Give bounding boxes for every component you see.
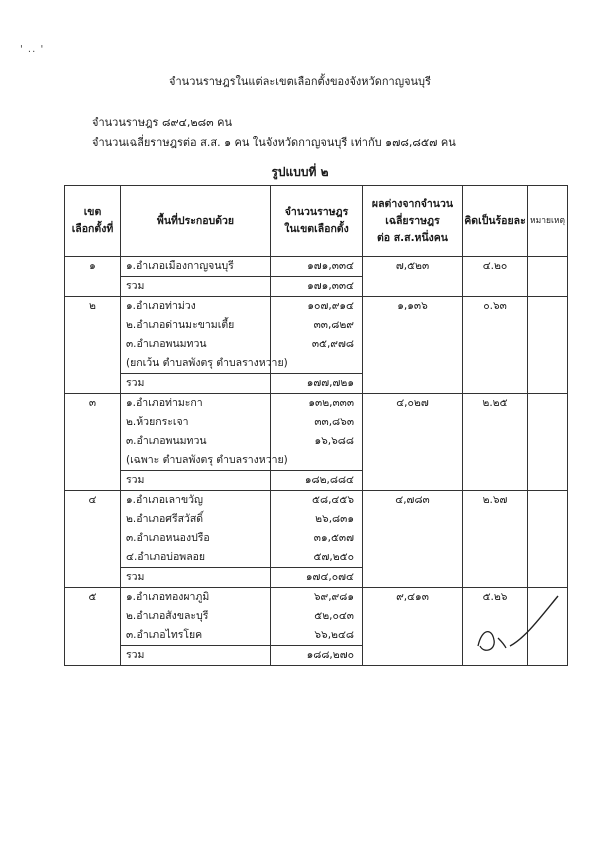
note-cell [528,491,568,588]
population-value: ๓๓,๘๖๓ [314,416,354,428]
table-row [65,297,568,394]
population-cell [271,297,363,394]
area-item: ๒.อำเภอด่านมะขามเตี้ย [126,319,235,331]
percent-cell [463,297,528,394]
area-cell [121,257,271,297]
header-population: จำนวนราษฎร ในเขตเลือกตั้ง [271,186,363,257]
area-item: ๓.อำเภอพนมทวน [126,435,207,447]
difference-value: ๗,๕๒๓ [395,260,430,272]
note-value [528,394,567,413]
average-line: จำนวนเฉลี่ยราษฎรต่อ ส.ส. ๑ คน ในจังหวัดกาญจนบุรี เท่ากับ ๑๗๘,๘๕๗ คน [92,136,456,149]
area-total-label: รวม [121,567,270,587]
population-cell [271,257,363,297]
district-number: ๑ [89,260,96,272]
percent-value: ๐.๖๓ [483,300,507,312]
area-total-label: รวม [121,373,270,393]
area-item: ๑.อำเภอเลาขวัญ [126,494,203,506]
difference-cell [363,297,463,394]
population-value: ๕๗,๒๕๐ [313,551,354,563]
difference-cell [363,588,463,666]
difference-value: ๔,๐๒๗ [396,397,429,409]
population-cell [271,588,363,666]
population-value: ๑๗๑,๓๓๔ [307,260,354,272]
page-title: จำนวนราษฎรในแต่ละเขตเลือกตั้งของจังหวัดกาญจนบุรี [169,75,431,88]
area-cell [121,588,271,666]
area-item: ๓.อำเภอไทรโยค [126,629,203,641]
header-difference: ผลต่างจากจำนวน เฉลี่ยราษฎร ต่อ ส.ส.หนึ่งคน [363,186,463,257]
population-value: ๑๐๗,๙๑๔ [307,300,354,312]
difference-cell [363,491,463,588]
population-value: ๖๙,๙๘๑ [313,591,354,603]
district-cell [65,394,121,491]
note-value [528,491,567,510]
percent-cell [463,491,528,588]
population-total: ๑๗๔,๐๗๔ [271,567,362,587]
district-number: ๓ [88,397,97,409]
area-cell [121,394,288,491]
area-cell [121,297,288,394]
district-number: ๒ [89,300,96,312]
district-number: ๔ [88,494,97,506]
note-value [528,257,567,276]
percent-value: ๕.๒๖ [482,591,508,603]
header-district: เขต เลือกตั้งที่ [65,186,121,257]
header-area: พื้นที่ประกอบด้วย [121,186,271,257]
population-value: ๑๓๒,๓๓๓ [308,397,354,409]
area-item: ๓.อำเภอหนองปรือ [126,532,210,544]
area-item: ๔.อำเภอบ่อพลอย [126,551,206,563]
population-value: ๖๖,๒๔๘ [314,629,354,641]
district-cell [65,588,121,666]
population-total: ๑๘๘,๒๗๐ [271,645,362,665]
percent-cell [463,394,528,491]
difference-cell [363,394,463,491]
population-total: ๑๘๒,๘๘๔ [271,470,362,490]
note-cell [528,257,568,297]
signature [470,588,570,658]
table-row [65,491,568,588]
difference-value: ๑,๑๓๖ [397,300,428,312]
population-total: ๑๗๗,๗๒๑ [271,373,362,393]
table-row [65,394,568,491]
population-value: ๑๖,๖๘๘ [314,435,354,447]
area-item: ๓.อำเภอพนมทวน [126,338,207,350]
percent-cell [463,257,528,297]
difference-value: ๔,๗๘๓ [395,494,430,506]
area-item: (ยกเว้น ตำบลพังตรุ ตำบลรางหวาย) [126,357,288,369]
percent-value: ๔.๒๐ [482,260,508,272]
table-row [65,257,568,297]
note-cell [528,297,568,394]
scan-marks: ' .. ' [20,44,45,55]
population-total: ๑๗๑,๓๓๔ [271,276,362,296]
header-note: หมายเหตุ [528,186,568,257]
area-item: ๒.ห้วยกระเจา [126,416,189,428]
district-cell [65,257,121,297]
difference-cell [363,257,463,297]
population-value: ๓๕,๙๗๘ [311,338,354,350]
area-item: ๒.อำเภอสังขละบุรี [126,610,209,622]
population-value: ๓๑,๕๓๗ [313,532,354,544]
header-percent: คิดเป็นร้อยละ [463,186,528,257]
district-cell [65,297,121,394]
note-cell [528,394,568,491]
table-header-row [65,186,568,257]
population-line: จำนวนราษฎร ๘๙๔,๒๘๓ คน [92,116,232,129]
population-value: ๕๒,๐๔๓ [314,610,354,622]
district-number: ๕ [88,591,97,603]
population-value: ๒๖,๘๓๑ [315,513,354,525]
form-number: รูปแบบที่ ๒ [271,165,329,179]
area-total-label: รวม [121,276,270,296]
population-cell [271,394,363,491]
population-value: ๓๓,๘๒๙ [313,319,354,331]
note-value [528,297,567,316]
population-value: ๕๘,๔๕๖ [312,494,354,506]
percent-value: ๒.๒๕ [482,397,508,409]
area-item: ๑.อำเภอเมืองกาญจนบุรี [126,260,234,272]
district-cell [65,491,121,588]
area-cell [121,491,271,588]
area-total-label: รวม [121,470,270,490]
area-item: ๑.อำเภอท่ามะกา [126,397,203,409]
area-item: ๑.อำเภอทองผาภูมิ [126,591,210,603]
percent-value: ๒.๖๗ [482,494,508,506]
difference-value: ๙,๔๑๓ [396,591,429,603]
population-cell [271,491,363,588]
area-total-label: รวม [121,645,270,665]
area-item: (เฉพาะ ตำบลพังตรุ ตำบลรางหวาย) [126,454,288,466]
area-item: ๒.อำเภอศรีสวัสดิ์ [126,513,204,525]
area-item: ๑.อำเภอท่าม่วง [126,300,196,312]
